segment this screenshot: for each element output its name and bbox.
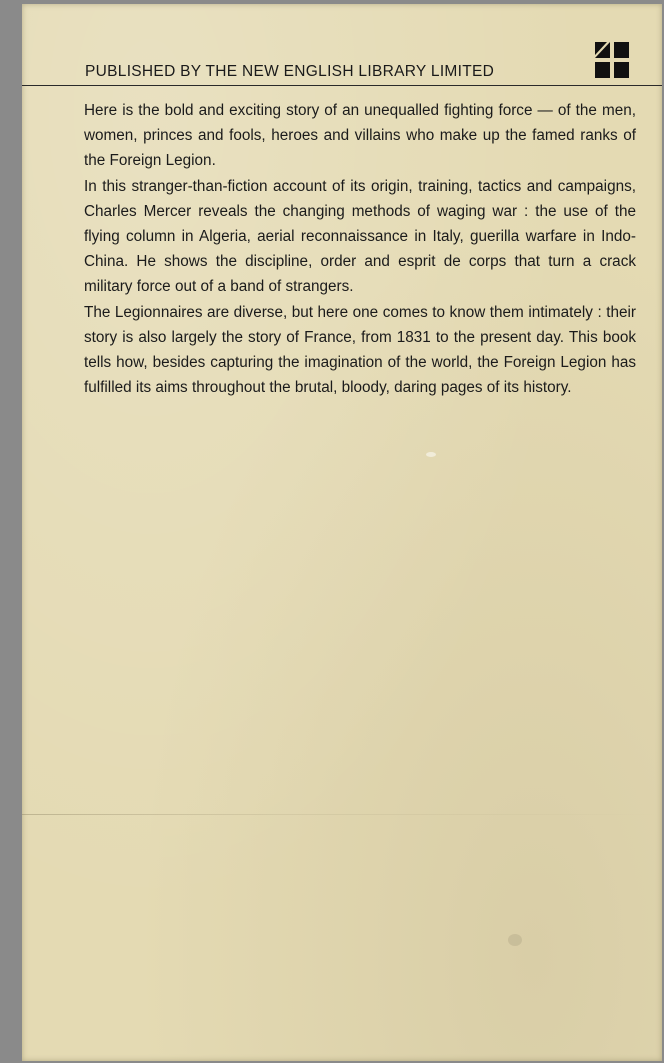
blurb-paragraph: The Legionnaires are diverse, but here one comes to know them intimately : their story is also largely the story of France, from 1831 to the present day. This book tells how, besides capturing the imagination of the world, the Foreign Legion has fulfilled its aims throughout the brutal, bloody, daring pages of its history. [84, 303, 636, 397]
cover-scuff [508, 934, 522, 946]
blurb-paragraph: In this stranger-than-fiction account of its origin, training, tactics and campaigns, Charles Mercer reveals the changing methods of waging war : the use of the flying column in Algeria, aerial reconnaissance in Italy, guerilla warfare in Indo-China. He shows the discipline, order and esprit de corps that turn a crack military force out of a band of strangers. [84, 177, 636, 296]
cover-scuff [426, 452, 436, 457]
publisher-header [22, 4, 662, 86]
blurb-paragraph: Here is the bold and exciting story of an unequalled fighting force — of the men, women, princes and fools, heroes and villains who make up the famed ranks of the Foreign Legion. [84, 102, 636, 170]
header-rule [22, 85, 662, 86]
cover-crease [22, 814, 662, 815]
publisher-line: PUBLISHED BY THE NEW ENGLISH LIBRARY LIMITED [85, 63, 495, 80]
blurb-text [84, 98, 636, 400]
book-back-cover [22, 4, 662, 1061]
nel-logo-icon [593, 42, 631, 78]
